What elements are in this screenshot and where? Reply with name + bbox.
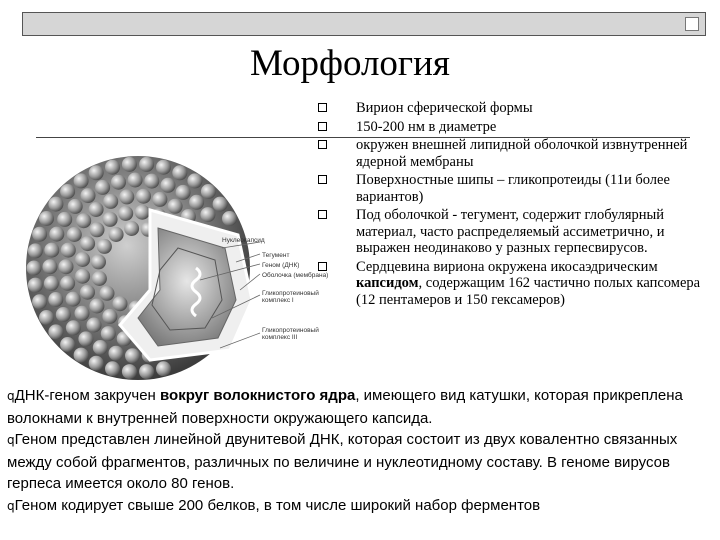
capsomer-bead bbox=[78, 331, 93, 346]
bullet-square-icon bbox=[318, 140, 327, 149]
bullet-text-bold: капсидом bbox=[356, 275, 419, 291]
capsomer-bead bbox=[139, 157, 154, 172]
paragraph-text: Геном представлен линейной двунитевой ДНК, которая состоит из двух ковалентно связанных между собой фрагментов, различных по величине и нуклеотидному составу. В геноме вирусов герпеса имеется около 80 генов. bbox=[7, 431, 678, 492]
paragraph-text-tail: , имеющего вид катушки, которая прикреплена волокнами к внутренней поверхности окружающего капсида. bbox=[7, 387, 683, 427]
capsomer-bead bbox=[161, 178, 176, 193]
capsomer-bead bbox=[103, 212, 118, 227]
bullet-text: Сердцевина вириона окружена икосаэдрическим bbox=[356, 258, 658, 275]
capsomer-bead bbox=[75, 252, 90, 267]
paragraph-text: Геном кодирует свыше 200 белков, в том числе широкий набор ферментов bbox=[14, 496, 541, 514]
capsomer-bead bbox=[32, 294, 47, 309]
capsomer-bead bbox=[102, 309, 117, 324]
capsomer-bead bbox=[90, 222, 105, 237]
bullet-text: окружен внешней липидной оболочкой извнутренней ядерной мембраны bbox=[356, 137, 688, 170]
bullet-square-icon bbox=[318, 210, 327, 219]
label-genome: Геном (ДНК) bbox=[262, 262, 300, 269]
capsomer-bead bbox=[32, 227, 47, 242]
capsomer-bead bbox=[109, 346, 124, 361]
capsomer-bead bbox=[57, 212, 72, 227]
bullet-item bbox=[318, 207, 718, 257]
capsomer-bead bbox=[89, 356, 104, 371]
capsomer-bead bbox=[168, 199, 183, 214]
paragraph-text: ДНК-геном закручен bbox=[14, 387, 161, 404]
capsomer-bead bbox=[74, 348, 89, 363]
capsomer-bead bbox=[89, 165, 104, 180]
virion-illustration bbox=[0, 150, 330, 380]
paragraph bbox=[7, 385, 719, 429]
capsomer-bead bbox=[118, 206, 133, 221]
capsomer-bead bbox=[66, 320, 81, 335]
q-bullet-icon: q bbox=[7, 433, 15, 447]
capsomer-bead bbox=[128, 173, 143, 188]
capsomer-bead bbox=[60, 337, 75, 352]
capsomer-bead bbox=[101, 326, 116, 341]
label-tegument: Тегумент bbox=[262, 252, 290, 259]
capsomer-bead bbox=[27, 261, 42, 276]
capsomer-bead bbox=[39, 310, 54, 325]
capsomer-bead bbox=[67, 227, 82, 242]
capsomer-bead bbox=[213, 197, 228, 212]
q-bullet-icon: q bbox=[7, 389, 15, 403]
capsomer-bead bbox=[187, 173, 202, 188]
capsomer-bead bbox=[89, 202, 104, 217]
capsomer-bead bbox=[105, 361, 120, 376]
paragraph bbox=[7, 429, 719, 495]
bullet-square-icon bbox=[318, 175, 327, 184]
capsomer-bead bbox=[43, 259, 58, 274]
label-envelope: Оболочка (мембрана) bbox=[262, 272, 329, 279]
capsomer-bead bbox=[59, 259, 74, 274]
capsomer-bead bbox=[139, 364, 154, 379]
capsomer-bead bbox=[28, 278, 43, 293]
capsomer-bead bbox=[156, 160, 171, 175]
bullet-item bbox=[318, 137, 718, 170]
bullet-item bbox=[318, 119, 718, 136]
capsomer-bead bbox=[100, 286, 115, 301]
bullet-square-icon bbox=[318, 262, 327, 271]
capsomer-bead bbox=[105, 160, 120, 175]
capsomer-bead bbox=[111, 175, 126, 190]
capsomer-bead bbox=[49, 227, 64, 242]
morphology-bullet-list bbox=[318, 100, 718, 310]
bullet-item bbox=[318, 100, 718, 117]
capsomer-bead bbox=[176, 185, 191, 200]
capsomer-bead bbox=[144, 174, 159, 189]
capsomer-bead bbox=[136, 189, 151, 204]
bullet-square-icon bbox=[318, 122, 327, 131]
capsomer-bead bbox=[28, 243, 43, 258]
capsomer-bead bbox=[60, 184, 75, 199]
capsomer-bead bbox=[124, 221, 139, 236]
q-bullet-icon: q bbox=[7, 498, 15, 513]
label-glycoprotein-1-a: Гликопротеиновый bbox=[262, 290, 319, 297]
capsomer-bead bbox=[75, 306, 90, 321]
capsomer-bead bbox=[74, 173, 89, 188]
bullet-square-icon bbox=[318, 103, 327, 112]
bullet-text: 150-200 нм в диаметре bbox=[356, 118, 497, 135]
capsomer-bead bbox=[61, 243, 76, 258]
capsomer-bead bbox=[156, 361, 171, 376]
capsomer-bead bbox=[125, 348, 140, 363]
capsomer-bead bbox=[81, 188, 96, 203]
capsomer-bead bbox=[66, 292, 81, 307]
bullet-item bbox=[318, 259, 718, 309]
paragraph bbox=[7, 495, 719, 518]
label-glycoprotein-3-b: комплекс III bbox=[262, 334, 298, 341]
paragraph-text-bold: вокруг волокнистого ядра bbox=[160, 387, 356, 404]
capsomer-bead bbox=[48, 292, 63, 307]
capsomer-bead bbox=[39, 211, 54, 226]
capsomer-bead bbox=[80, 236, 95, 251]
capsomer-bead bbox=[152, 192, 167, 207]
capsomer-bead bbox=[44, 243, 59, 258]
label-glycoprotein-3-a: Гликопротеиновый bbox=[262, 327, 319, 334]
capsomer-bead bbox=[89, 299, 104, 314]
capsomer-bead bbox=[80, 285, 95, 300]
capsomer-bead bbox=[97, 239, 112, 254]
bullet-text: Под оболочкой - тегумент, содержит глобулярный материал, часто распределяемый ассиметрично, и выражен неодинаково у разных герпесвирусов. bbox=[356, 207, 665, 256]
label-glycoprotein-1-b: комплекс I bbox=[262, 297, 294, 304]
capsomer-bead bbox=[48, 324, 63, 339]
capsomer-bead bbox=[76, 213, 91, 228]
capsomer-bead bbox=[109, 227, 124, 242]
capsomer-bead bbox=[103, 194, 118, 209]
capsomer-bead bbox=[93, 340, 108, 355]
capsomer-bead bbox=[92, 271, 107, 286]
capsomer-bead bbox=[48, 197, 63, 212]
capsomer-bead bbox=[56, 307, 71, 322]
capsomer-bead bbox=[201, 184, 216, 199]
capsomer-bead bbox=[200, 207, 215, 222]
capsomer-bead bbox=[44, 276, 59, 291]
bullet-text: Вирион сферической формы bbox=[356, 100, 533, 116]
bullet-text-tail: , содержащим 162 частично полых капсомера (12 пентамеров и 150 гексамеров) bbox=[356, 275, 701, 308]
capsomer-bead bbox=[119, 189, 134, 204]
bullet-item bbox=[318, 172, 718, 205]
capsomer-bead bbox=[91, 254, 106, 269]
bullet-text: Поверхностные шипы – гликопротеиды (11и более вариантов) bbox=[356, 172, 670, 205]
capsomer-bead bbox=[172, 165, 187, 180]
capsomer-bead bbox=[75, 269, 90, 284]
capsomer-bead bbox=[135, 205, 150, 220]
capsomer-bead bbox=[222, 211, 237, 226]
capsomer-bead bbox=[122, 364, 137, 379]
capsomer-bead bbox=[60, 276, 75, 291]
capsomer-bead bbox=[87, 318, 102, 333]
header-corner-square bbox=[685, 17, 699, 31]
capsomer-bead bbox=[95, 180, 110, 195]
slide-title: Морфология bbox=[250, 43, 450, 84]
label-nucleocapsid: Нуклеокапсид bbox=[222, 237, 265, 244]
capsomer-bead bbox=[189, 195, 204, 210]
body-paragraphs bbox=[7, 385, 719, 517]
capsomer-bead bbox=[113, 296, 128, 311]
capsomer-bead bbox=[68, 199, 83, 214]
slide-header-bar bbox=[22, 12, 706, 36]
capsomer-bead bbox=[122, 157, 137, 172]
